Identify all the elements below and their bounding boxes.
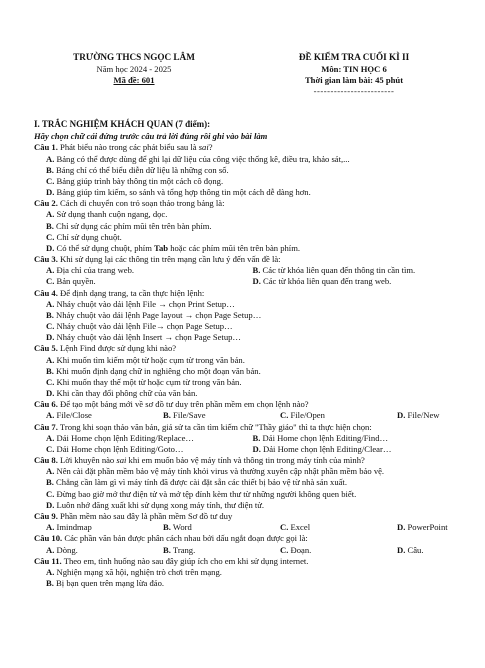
option-text: Trang. (172, 544, 196, 555)
option-text: Nháy chuột vào dải lệnh Insert → chọn Page Setup… (56, 332, 242, 343)
option-c (34, 176, 459, 187)
exam-title: ĐỀ KIỂM TRA CUỐI KÌ II (298, 52, 410, 62)
question-text: Phát biểu nào trong các phát biểu sau là (57, 142, 199, 153)
option-letter: C. (280, 522, 289, 533)
question-4 (34, 288, 459, 299)
option-a (46, 545, 163, 556)
option-d (253, 276, 460, 287)
question-1 (34, 142, 459, 153)
option-text: Nghiện mạng xã hội, nghiện trò chơi trên mạng. (56, 566, 222, 577)
option-text: Bảng chỉ có thể biểu diễn dữ liệu là những con số. (56, 164, 229, 175)
option-b (34, 165, 459, 176)
question-number: Câu 4. (34, 287, 58, 298)
question-number: Câu 5. (34, 343, 58, 354)
question-number: Câu 10. (34, 533, 63, 544)
option-c (280, 522, 397, 533)
option-text: Nháy chuột vào dải lệnh File→ chọn Page Setup… (56, 321, 233, 332)
option-letter: C. (280, 410, 289, 421)
option-text: Bản quyền. (56, 276, 96, 287)
option-text: Dải Home chọn lệnh Editing/Goto… (56, 443, 184, 454)
header-divider: ------------------------ (313, 86, 395, 97)
option-d (397, 545, 459, 556)
exam-code: Mã đề: 601 (113, 75, 155, 86)
option-letter: B. (46, 164, 54, 175)
option-a (34, 567, 459, 578)
school-block (34, 52, 234, 97)
option-b (34, 477, 459, 488)
option-text: Đừng bao giờ mở thư điện tử và mở tệp đính kèm thư từ những người không quen biết. (56, 488, 357, 499)
option-letter: B. (163, 544, 171, 555)
option-letter: A. (46, 410, 55, 421)
option-letter: B. (46, 365, 54, 376)
option-a (46, 433, 253, 444)
option-letter: D. (252, 276, 261, 287)
question-number: Câu 7. (34, 421, 58, 432)
option-letter: A. (46, 566, 55, 577)
question-8 (34, 455, 459, 466)
option-text: Các từ khóa liên quan đến thông tin cần tìm. (262, 265, 416, 276)
option-text: Chỉ sử dụng chuột. (56, 231, 122, 242)
option-a (46, 265, 253, 276)
option-letter: B. (163, 410, 171, 421)
option-letter: B. (163, 522, 171, 533)
option-d (34, 332, 459, 343)
question-text: Lời khuyên nào (57, 455, 117, 466)
option-b (34, 310, 459, 321)
option-row (34, 276, 459, 287)
option-text: Khi muốn tìm kiếm một từ hoặc cụm từ trong văn bản. (56, 354, 245, 365)
option-letter: D. (46, 499, 55, 510)
option-text: Khi muốn định dạng chữ in nghiêng cho một đoạn văn bản. (56, 365, 261, 376)
option-text: Word (172, 522, 192, 533)
option-letter: A. (46, 432, 55, 443)
question-5 (34, 343, 459, 354)
option-text: Dải Home chọn lệnh Editing/Find… (262, 432, 389, 443)
option-letter: D. (397, 544, 406, 555)
option-c (34, 321, 459, 332)
option-letter: C. (280, 544, 289, 555)
option-row (34, 410, 459, 421)
option-text: Khi cần thay đổi phông chữ của văn bản. (56, 388, 198, 399)
question-number: Câu 1. (34, 142, 58, 153)
option-letter: B. (252, 265, 261, 276)
option-letter: D. (46, 332, 55, 343)
option-text: Imindmap (56, 522, 92, 533)
section-title: I. TRẮC NGHIỆM KHÁCH QUAN (7 điểm): (34, 119, 211, 130)
option-text: Luôn nhớ đăng xuất khi sử dụng xong máy tính, thư điện tử. (56, 499, 265, 510)
option-text: Excel (290, 522, 311, 533)
question-3 (34, 254, 459, 265)
option-text: Sử dụng thanh cuộn ngang, dọc. (56, 209, 168, 220)
option-letter: B. (46, 220, 54, 231)
option-d (253, 444, 460, 455)
question-2 (34, 198, 459, 209)
option-letter: A. (46, 544, 55, 555)
option-b (163, 522, 280, 533)
option-letter: D. (252, 443, 261, 454)
question-end: ? (208, 142, 213, 153)
option-row (34, 444, 459, 455)
option-text: Dòng. (56, 544, 78, 555)
option-a (46, 410, 163, 421)
option-letter: A. (46, 265, 55, 276)
option-letter: A. (46, 522, 55, 533)
option-text: File/Close (56, 410, 92, 421)
option-text: File/Save (173, 410, 206, 421)
option-letter: A. (46, 354, 55, 365)
option-letter: B. (46, 309, 54, 320)
option-text: Có thể sử dụng chuột, phím (56, 242, 155, 253)
question-emphasis: sai (116, 455, 127, 466)
option-c (34, 232, 459, 243)
instruction: Hãy chọn chữ cái đứng trước câu trả lời đúng rồi ghi vào bài làm (34, 131, 268, 142)
option-d (34, 187, 459, 198)
option-text: Nên cài đặt phần mềm bảo vệ máy tính khỏi virus và thường xuyên cập nhật phần mềm bảo vệ. (56, 466, 385, 477)
question-number: Câu 9. (34, 511, 58, 521)
option-d (397, 522, 459, 533)
option-text: Khi muốn thay thế một từ hoặc cụm từ trong văn bản. (56, 376, 242, 387)
option-letter: C. (46, 175, 55, 186)
option-c (280, 410, 397, 421)
option-b (253, 265, 460, 276)
option-letter: D. (397, 522, 406, 533)
exam-subject: Môn: TIN HỌC 6 (321, 63, 387, 74)
option-letter: D. (46, 388, 55, 399)
option-a (34, 466, 459, 477)
option-a (34, 209, 459, 220)
question-number: Câu 11. (34, 555, 62, 566)
option-text: Nháy chuột vào dải lệnh Page layout → chọn Page Setup… (56, 309, 262, 320)
school-year: Năm học 2024 - 2025 (96, 63, 172, 74)
option-b (34, 366, 459, 377)
option-text-end: hoặc các phím mũi tên trên bàn phím. (168, 242, 301, 253)
option-text: PowerPoint (407, 522, 448, 533)
option-letter: A. (46, 298, 55, 309)
exam-header (34, 52, 459, 97)
question-number: Câu 8. (34, 455, 58, 466)
option-b (34, 221, 459, 232)
option-c (34, 377, 459, 388)
option-letter: C. (46, 488, 55, 499)
option-text: Dải Home chọn lệnh Editing/Replace… (56, 432, 194, 443)
option-text: Bảng giúp trình bày thông tin một cách cô đọng. (56, 175, 224, 186)
option-text: Chỉ sử dụng các phím mũi tên trên bàn phím. (56, 220, 212, 231)
option-key: Tab (154, 242, 169, 253)
option-text: Địa chỉ của trang web. (56, 265, 135, 276)
exam-time: Thời gian làm bài: 45 phút (304, 75, 404, 86)
option-d (397, 410, 459, 421)
option-letter: A. (46, 209, 55, 220)
option-row (34, 545, 459, 556)
question-text-end: khi em muốn bảo vệ máy tính và thông tin trong máy tính của mình? (126, 455, 365, 466)
option-letter: D. (46, 242, 55, 253)
option-a (46, 522, 163, 533)
option-text: Các từ khóa liên quan đến trang web. (263, 276, 392, 287)
option-c (280, 545, 397, 556)
option-letter: C. (46, 276, 55, 287)
option-text: Chẳng cần làm gì vì máy tính đã được cài đặt sẵn các thiết bị bảo vệ từ nhà sản xuất. (56, 477, 347, 488)
question-9 (34, 511, 459, 522)
option-a (34, 355, 459, 366)
option-d (34, 388, 459, 399)
question-number: Câu 2. (34, 198, 58, 209)
option-letter: D. (46, 187, 55, 198)
question-text: Để định dạng trang, ta cần thực hiện lệnh: (57, 287, 205, 298)
school-name: TRƯỜNG THCS NGỌC LÂM (73, 52, 195, 62)
option-text: File/New (407, 410, 440, 421)
option-b (253, 433, 460, 444)
option-b (34, 578, 459, 589)
option-letter: C. (46, 376, 55, 387)
option-c (46, 444, 253, 455)
option-d (34, 500, 459, 511)
question-6 (34, 399, 459, 410)
option-letter: C. (46, 231, 55, 242)
option-c (46, 276, 253, 287)
question-emphasis: sai (198, 142, 209, 153)
question-10 (34, 533, 459, 544)
exam-block (249, 52, 459, 97)
option-a (34, 154, 459, 165)
option-a (34, 299, 459, 310)
option-letter: B. (252, 432, 261, 443)
option-text: Bảng có thể được dùng để ghi lại dữ liệu của công việc thống kê, điều tra, khảo sát,... (56, 153, 350, 164)
option-text: Bị bạn quen trên mạng lừa đảo. (56, 578, 165, 589)
option-row (34, 265, 459, 276)
option-letter: D. (397, 410, 406, 421)
question-text: Để tạo một bảng mới về sơ đồ tư duy trên phần mềm em chọn lệnh nào? (57, 399, 309, 410)
option-text: File/Open (290, 410, 325, 421)
question-text: Theo em, tình huống nào sau đây giúp ích cho em khi sử dụng internet. (61, 555, 309, 566)
question-text: Lệnh Find được sử dụng khi nào? (57, 343, 177, 354)
option-text: Đoạn. (290, 544, 312, 555)
option-text: Câu. (407, 544, 424, 555)
option-letter: A. (46, 153, 55, 164)
option-row (34, 433, 459, 444)
question-11 (34, 556, 459, 567)
question-text: Khi sử dụng lại các thông tin trên mạng cần lưu ý đến vấn đề là: (57, 254, 281, 265)
option-b (163, 410, 280, 421)
question-text: Trong khi soạn thảo văn bản, giả sử ta cần tìm kiếm chữ "Thầy giáo" thì ta thực hiện chọn: (57, 421, 372, 432)
option-text: Dải Home chọn lệnh Editing/Clear… (263, 443, 392, 454)
option-row (34, 522, 459, 533)
option-text: Bảng giúp tìm kiếm, so sánh và tổng hợp thông tin một cách dễ dàng hơn. (56, 187, 311, 198)
option-b (163, 545, 280, 556)
question-text: Cách di chuyển con trỏ soạn thảo trong bảng là: (57, 198, 225, 209)
option-letter: C. (46, 321, 55, 332)
question-number: Câu 6. (34, 399, 58, 410)
option-c (34, 489, 459, 500)
option-letter: B. (46, 477, 54, 488)
question-text: Phần mềm nào sau đây là phần mềm Sơ đồ tư duy (57, 511, 233, 521)
option-letter: C. (46, 443, 55, 454)
option-d (34, 243, 459, 254)
option-letter: A. (46, 466, 55, 477)
question-number: Câu 3. (34, 254, 58, 265)
question-text: Các phần văn bản được phân cách nhau bởi dấu ngắt đoạn được gọi là: (62, 533, 308, 544)
option-letter: B. (46, 578, 54, 589)
option-text: Nháy chuột vào dải lệnh File → chọn Print Setup… (56, 298, 235, 309)
question-7 (34, 422, 459, 433)
